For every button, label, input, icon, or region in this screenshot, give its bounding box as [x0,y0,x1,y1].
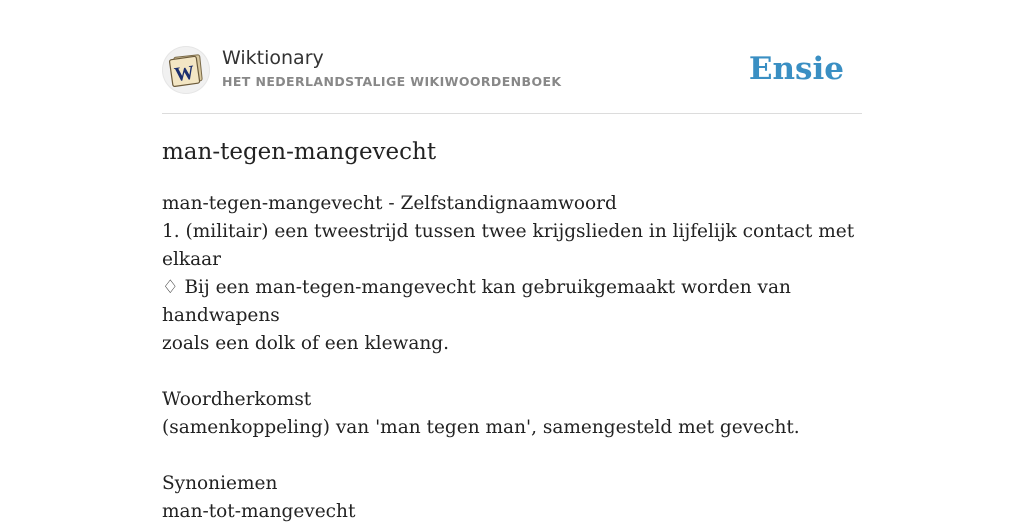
spacer [162,358,862,386]
wiktionary-logo[interactable] [162,46,210,94]
site-tagline: HET NEDERLANDSTALIGE WIKIWOORDENBOEK [222,74,562,89]
synonyms-heading: Synoniemen [162,473,278,494]
logo-letter: W [172,61,196,87]
wiktionary-tile-icon [168,53,204,87]
etymology-text: (samenkoppeling) van 'man tegen man', samengesteld met gevecht. [162,417,800,438]
site-name[interactable]: Wiktionary [222,47,324,69]
page-title: man-tegen-mangevecht [162,139,437,165]
synonyms-text: man-tot-mangevecht [162,501,356,522]
ensie-brand-logo[interactable]: Ensie [748,51,844,87]
example-line-1: ♢ Bij een man-tegen-mangevecht kan gebruikgemaakt worden van handwapens [162,277,791,326]
page [162,0,862,522]
definition: 1. (militair) een tweestrijd tussen twee krijgslieden in lijfelijk contact met elkaar [162,221,855,270]
etymology-heading: Woordherkomst [162,389,312,410]
spacer [162,442,862,470]
headword-line: man-tegen-mangevecht - Zelfstandignaamwoord [162,193,617,214]
header-divider [162,113,862,114]
site-header [162,46,862,96]
example-line-2: zoals een dolk of een klewang. [162,333,450,354]
entry-content [162,190,862,526]
